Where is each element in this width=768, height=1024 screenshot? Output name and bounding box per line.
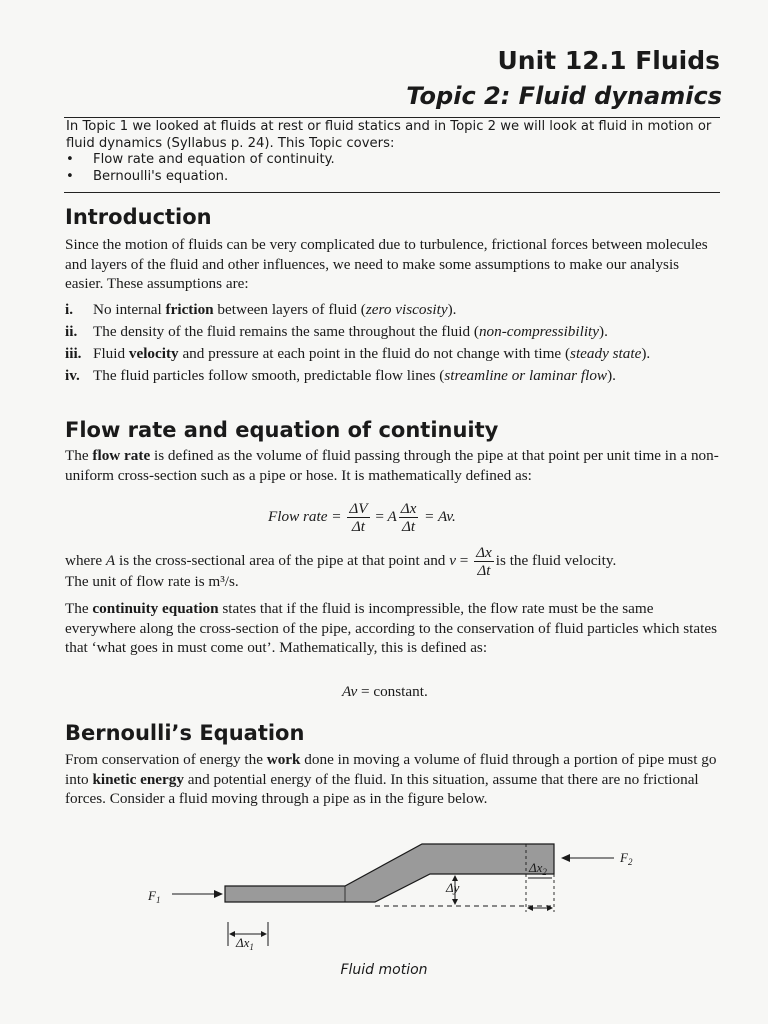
pipe-shape [225,844,554,902]
summary-bullet-item: • Flow rate and equation of continuity. [66,152,335,167]
assumption-item: ii. The density of the fluid remains the same throughout the fluid (non-compressibility). [65,323,608,340]
dx2-label: $\Delta x_2$ [529,860,547,877]
pipe-diagram [130,830,650,970]
bottom-rule [64,192,720,193]
unit-title: Unit 12.1 Fluids [497,46,720,75]
dy-arrow-down-icon [452,899,458,905]
velocity-definition-line: where A is the cross-sectional area of the pipe at that point and v = $\frac{\Delta x}{\Delta t}$ is the fluid velocity. [65,544,617,579]
topic-summary-box [66,119,716,185]
continuity-equation: Av = constant. [342,683,428,700]
f2-arrow-icon [561,854,570,862]
top-rule [64,117,720,118]
introduction-paragraph: Since the motion of fluids can be very complicated due to turbulence, frictional forces between molecules and layers of the fluid and other influences, we need to make some assumptions to make our analysis easier. These assumptions are: [65,236,708,292]
f2-label: $F_2$ [620,850,633,867]
summary-bullet-list [66,152,716,185]
figure-caption: Fluid motion [340,962,428,978]
flow-rate-equation: Flow rate = $\frac{\Delta V}{\Delta t}$ = A $\frac{\Delta x}{\Delta t}$ = Av. [268,500,456,535]
flow-rate-paragraph: The flow rate is defined as the volume of fluid passing through the pipe at that point per unit time in a non-uniform cross-section such as a pipe or hose. It is mathematically defined as: [65,447,719,484]
assumption-item: i. No internal friction between layers of fluid (zero viscosity). [65,301,457,318]
assumption-item: iv. The fluid particles follow smooth, predictable flow lines (streamline or laminar flow). [65,367,616,384]
assumptions-list [65,300,719,388]
continuity-paragraph: The continuity equation states that if the fluid is incompressible, the flow rate must be the same everywhere along the cross-section of the pipe, according to the conservation of fluid particles which states that ‘what goes in must come out’. Mathematically, this is defined as: [65,600,717,656]
f1-label: $F_1$ [148,888,161,905]
dx1-label: $\Delta x_1$ [236,935,254,952]
flow-rate-unit: The unit of flow rate is m³/s. [65,573,239,590]
bernoulli-paragraph: From conservation of energy the work done in moving a volume of fluid through a portion of pipe must go into kinetic energy and potential energy of the fluid. In this situation, assume that there are no frictional forces. Consider a fluid moving through a pipe as in the figure below. [65,751,717,807]
dx1-arrow-left-icon [229,931,235,937]
assumption-item: iii. Fluid velocity and pressure at each point in the fluid do not change with time (steady state). [65,345,651,362]
bernoulli-heading: Bernoulli’s Equation [65,721,305,745]
fraction: $\frac{\Delta V}{\Delta t}$ [349,500,368,535]
bullet-icon: • [66,168,74,184]
flow-rate-heading: Flow rate and equation of continuity [65,418,499,442]
dy-label: Δy [446,880,460,895]
fraction: $\frac{\Delta x}{\Delta t}$ [400,500,417,535]
dx1-arrow-right-icon [261,931,267,937]
summary-bullet-item: • Bernoulli's equation. [66,168,229,184]
bullet-icon: • [66,152,74,167]
f1-arrow-icon [214,890,223,898]
fraction: $\frac{\Delta x}{\Delta t}$ [476,544,492,579]
summary-text: In Topic 1 we looked at fluids at rest or fluid statics and in Topic 2 we will look at fluid in motion or fluid dynamics (Syllabus p. 24). This Topic covers: [66,119,712,151]
topic-title: Topic 2: Fluid dynamics [406,82,722,110]
introduction-heading: Introduction [65,205,212,229]
